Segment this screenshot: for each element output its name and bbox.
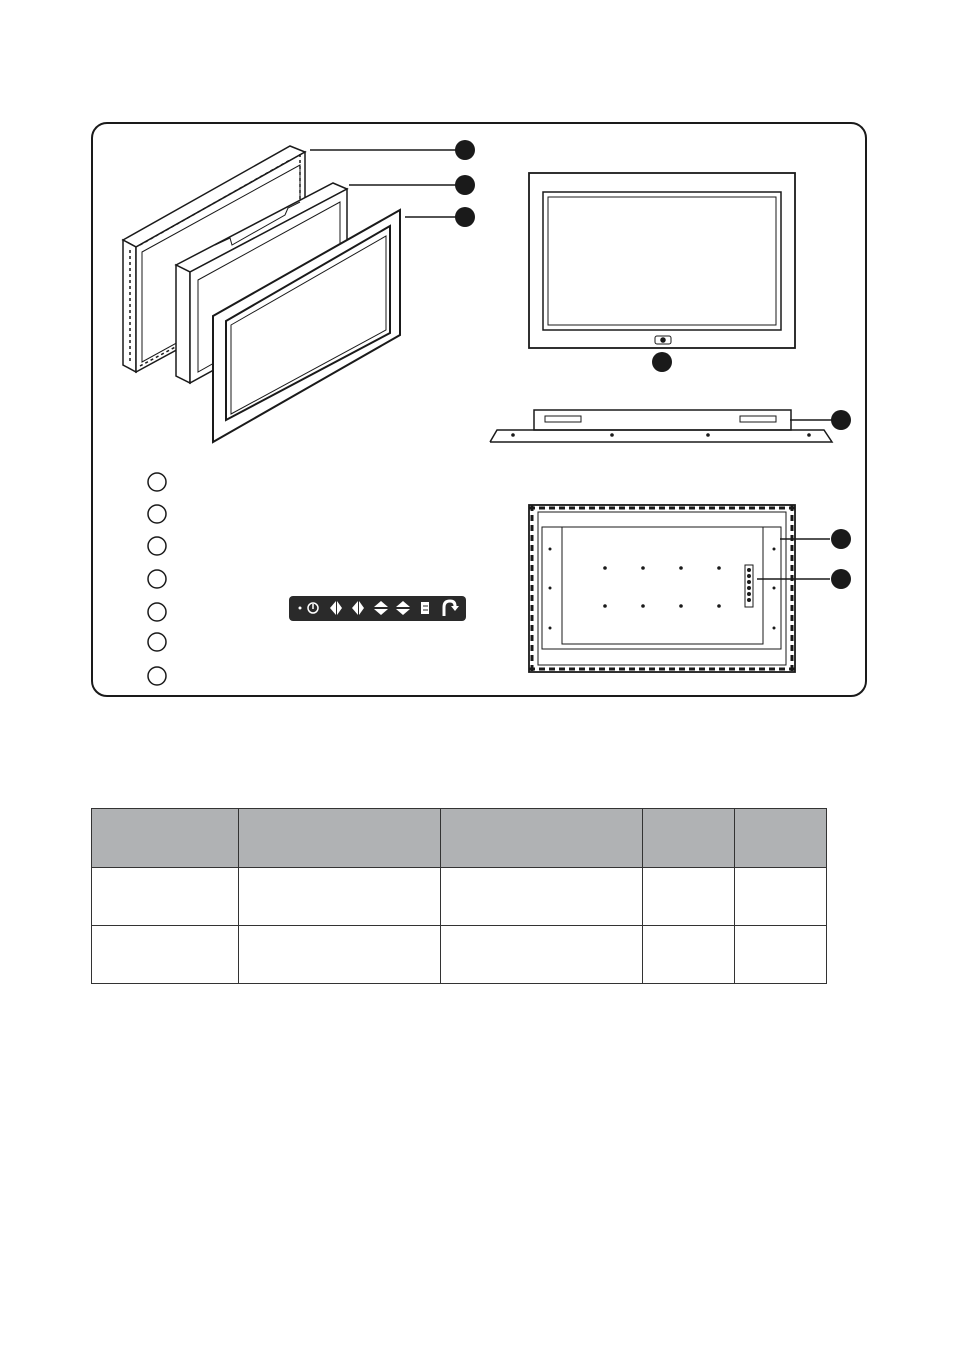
table-cell [239,926,441,984]
table-cell [92,926,239,984]
callout-marker-6 [831,529,851,549]
control-panel-strip [289,596,466,621]
callout-marker-1 [455,140,475,160]
table-cell [441,868,643,926]
table-cell [92,868,239,926]
table-header-cell [643,809,735,868]
callout-marker-5 [831,410,851,430]
table-header-cell [735,809,827,868]
callout-marker-4 [652,352,672,372]
legend-marker-7 [148,667,166,685]
table-cell [735,926,827,984]
table-cell [735,868,827,926]
callout-marker-3 [455,207,475,227]
top-view-drawing [490,410,834,442]
table-cell [239,868,441,926]
front-view-drawing [529,173,795,348]
table-cell [643,868,735,926]
spec-table [91,808,827,984]
legend-marker-5 [148,603,166,621]
rear-view-drawing [529,505,830,672]
table-header-cell [92,809,239,868]
table-header-cell [239,809,441,868]
legend-marker-4 [148,570,166,588]
table-header-row [92,809,827,868]
legend-marker-2 [148,505,166,523]
table-header-cell [441,809,643,868]
table-cell [441,926,643,984]
legend-marker-6 [148,633,166,651]
table-row [92,868,827,926]
legend-marker-1 [148,473,166,491]
table-cell [643,926,735,984]
callout-marker-7 [831,569,851,589]
menu-icon[interactable] [421,602,429,614]
legend-marker-3 [148,537,166,555]
callout-marker-2 [455,175,475,195]
rear-view-mount-holes [511,433,811,629]
table-row [92,926,827,984]
